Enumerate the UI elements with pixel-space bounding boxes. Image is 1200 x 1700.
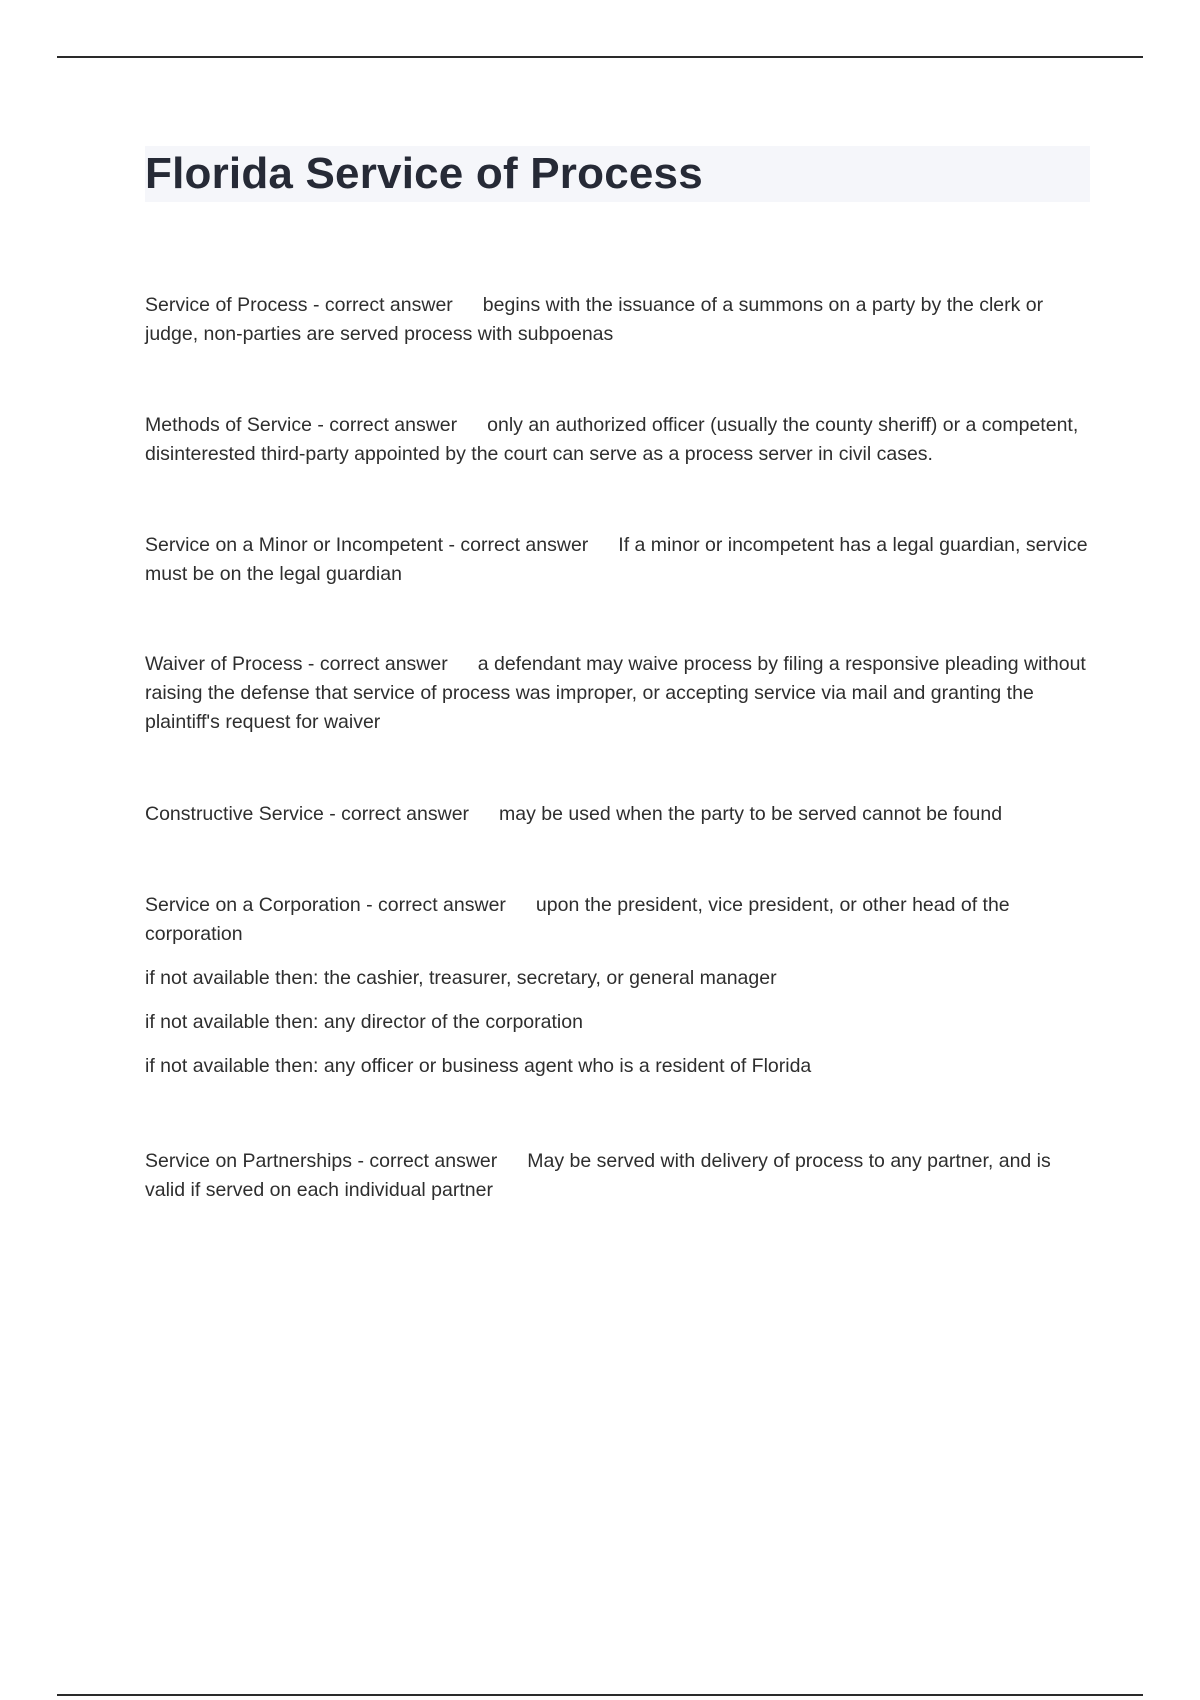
card-extra-line: if not available then: the cashier, treasurer, secretary, or general manager	[145, 967, 777, 989]
flashcard-constructive-service	[145, 800, 1090, 829]
flashcard-service-of-process	[145, 291, 1090, 349]
card-definition: may be used when the party to be served cannot be found	[499, 803, 1003, 825]
card-definition: May be served with delivery of process to any partner, and is valid if served on each individual partner	[145, 1150, 1051, 1201]
card-extra-line: if not available then: any director of the corporation	[145, 1011, 583, 1033]
card-main-line	[145, 891, 1090, 949]
card-definition: a defendant may waive process by filing a responsive pleading without raising the defense that service of process was improper, or accepting service via mail and granting the plaintiff's request for waiver	[145, 653, 1086, 733]
top-rule	[57, 56, 1143, 58]
flashcard-minor-or-incompetent	[145, 531, 1090, 589]
card-term: Constructive Service	[145, 803, 324, 825]
card-answer-label: correct answer	[369, 1150, 498, 1172]
card-answer-label: correct answer	[329, 414, 458, 436]
card-separator: -	[307, 294, 325, 316]
card-main-line	[145, 531, 1090, 589]
card-main-line	[145, 1147, 1090, 1205]
card-extra-line: if not available then: any officer or business agent who is a resident of Florida	[145, 1055, 812, 1077]
card-separator: -	[443, 534, 461, 556]
card-main-line	[145, 411, 1090, 469]
card-main-line	[145, 650, 1090, 737]
card-definition: If a minor or incompetent has a legal guardian, service must be on the legal guardian	[145, 534, 1088, 585]
card-answer-label: correct answer	[324, 294, 453, 316]
flashcard-service-on-partnerships	[145, 1147, 1090, 1205]
card-answer-label: correct answer	[319, 653, 448, 675]
card-term: Service on a Minor or Incompetent	[145, 534, 444, 556]
card-separator: -	[302, 653, 320, 675]
card-answer-label: correct answer	[378, 894, 506, 916]
card-term: Service on Partnerships	[145, 1150, 353, 1172]
card-separator: -	[360, 894, 379, 916]
flashcard-waiver-of-process	[145, 650, 1090, 737]
card-term: Methods of Service	[145, 414, 312, 436]
card-term: Waiver of Process	[145, 653, 303, 675]
card-answer-label: correct answer	[460, 534, 589, 556]
card-term: Service on a Corporation	[145, 894, 361, 916]
card-definition: begins with the issuance of a summons on a party by the clerk or judge, non-parties are served process with subpoenas	[145, 294, 1044, 345]
card-main-line	[145, 800, 1090, 829]
card-answer-label: correct answer	[341, 803, 470, 825]
card-separator: -	[352, 1150, 370, 1172]
card-definition: only an authorized officer (usually the county sheriff) or a competent, disinterested third-party appointed by the court can serve as a process server in civil cases.	[145, 414, 1079, 465]
card-main-line	[145, 291, 1090, 349]
flashcard-service-on-corporation	[145, 891, 1090, 1081]
card-term: Service of Process	[145, 294, 308, 316]
card-separator: -	[323, 803, 342, 825]
flashcard-methods-of-service	[145, 411, 1090, 469]
card-separator: -	[311, 414, 330, 436]
document-title: Florida Service of Process	[145, 149, 703, 198]
bottom-rule	[57, 1694, 1143, 1696]
card-definition: upon the president, vice president, or other head of the corporation	[145, 894, 1010, 945]
